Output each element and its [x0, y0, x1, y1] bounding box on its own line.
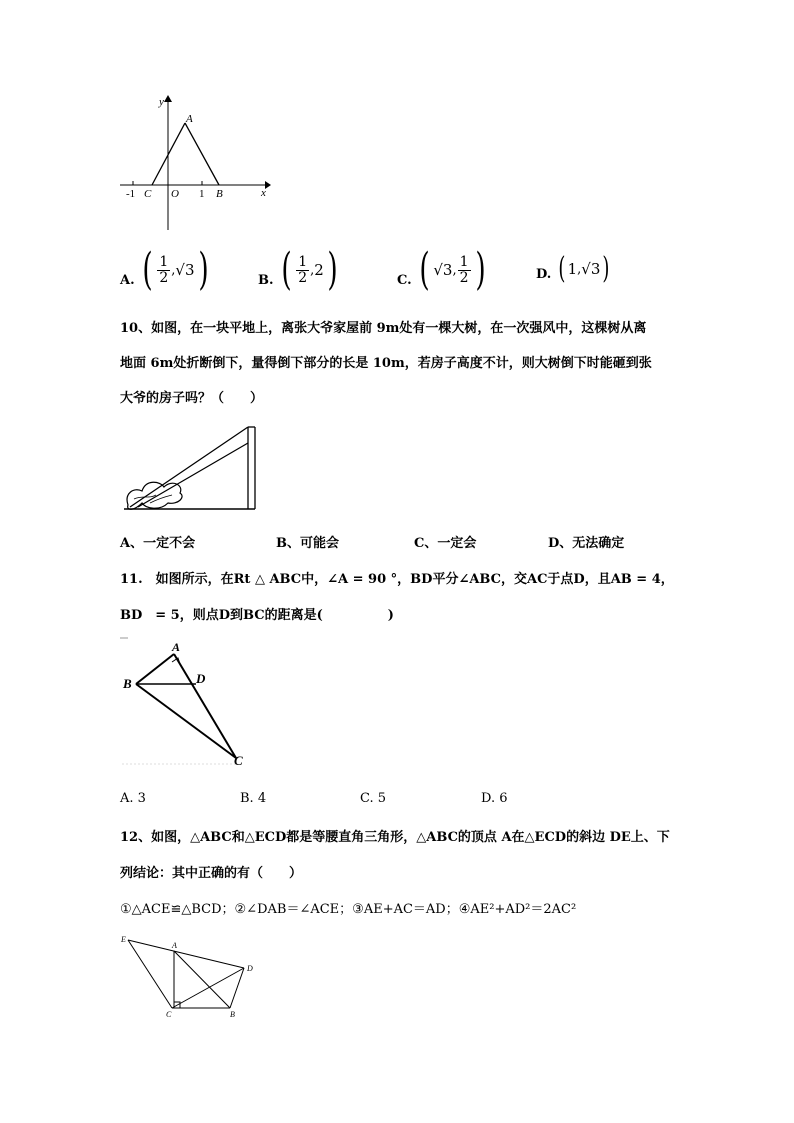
point-b-label: B	[216, 188, 223, 200]
tick-neg1-label: -1	[126, 188, 136, 200]
coordinate-value: ( 1 , √3 )	[558, 251, 610, 286]
q10-option-d[interactable]: D、无法确定	[548, 536, 625, 551]
coordinate-value: ( √3 , $\frac{1}{2}$ )	[419, 244, 486, 295]
q9-option-b[interactable]	[258, 244, 341, 295]
q10-tree-figure	[120, 423, 260, 515]
q11-option-c[interactable]: C. 5	[360, 791, 387, 806]
sqrt-value: √3	[175, 261, 195, 279]
q11-option-d[interactable]: D. 6	[481, 791, 508, 806]
q11-line-1: 11. 如图所示，在Rt △ ABC中，∠A = 90 °，BD平分∠ABC，交AC于点D，且AB = 4，	[120, 572, 674, 587]
point-d-label: D	[196, 671, 206, 686]
option-letter: B.	[258, 273, 274, 288]
point-c-label: C	[234, 753, 243, 768]
point-e-label: E	[121, 935, 126, 944]
fraction: $\frac{1}{2}$	[459, 253, 469, 286]
y-axis-label: y	[159, 96, 164, 108]
q11-line-2: BD = 5，则点D到BC的距离是( )	[120, 608, 394, 623]
point-d-label: D	[247, 964, 253, 973]
fraction: $\frac{1}{2}$	[298, 253, 308, 286]
option-letter: A.	[120, 273, 135, 288]
q9-option-a[interactable]	[120, 244, 212, 295]
q11-option-b[interactable]: B. 4	[240, 791, 267, 806]
sqrt-value: √3	[581, 260, 601, 278]
q10-line-3: 大爷的房子吗？（ ）	[120, 391, 264, 406]
coordinate-value: ( $\frac{1}{2}$ , √3 )	[142, 244, 209, 295]
q11-triangle-figure	[118, 636, 258, 770]
option-letter: D.	[536, 267, 552, 282]
q10-option-b[interactable]: B、可能会	[276, 536, 339, 551]
q10-line-2: 地面 6m处折断倒下，量得倒下部分的长是 10m，若房子高度不计，则大树倒下时能砸到张	[120, 356, 652, 371]
point-b-label: B	[230, 1010, 235, 1019]
q10-option-c[interactable]: C、一定会	[414, 536, 477, 551]
origin-label: O	[171, 188, 179, 200]
fraction: $\frac{1}{2}$	[159, 253, 169, 286]
q12-triangles-figure	[120, 932, 260, 1022]
sqrt-value: √3	[433, 261, 453, 279]
point-a-label: A	[172, 941, 177, 950]
q12-line-1: 12、如图，△ABC和△ECD都是等腰直角三角形，△ABC的顶点 A在△ECD的斜边 DE上、下	[120, 830, 670, 845]
point-c-label: C	[144, 188, 152, 200]
q10-option-a[interactable]: A、一定不会	[120, 536, 196, 551]
coordinate-value: ( $\frac{1}{2}$ , 2 )	[281, 244, 338, 295]
point-b-label: B	[123, 676, 132, 691]
option-letter: C.	[397, 273, 412, 288]
q12-line-3: ①△ACE≌△BCD；②∠DAB＝∠ACE；③AE+AC＝AD；④AE²+AD²＝2AC²	[120, 902, 577, 917]
q9-coordinate-figure	[115, 92, 275, 232]
point-a-label: A	[172, 640, 181, 654]
q10-line-1: 10、如图，在一块平地上，离张大爷家屋前 9m处有一棵大树，在一次强风中，这棵树从离	[120, 321, 647, 336]
x-axis-label: x	[261, 187, 266, 199]
q12-line-2: 列结论：其中正确的有（ ）	[120, 866, 303, 881]
q9-option-d[interactable]	[536, 251, 612, 286]
tick-1-label: 1	[199, 188, 205, 200]
point-c-label: C	[166, 1010, 172, 1019]
q9-option-c[interactable]	[397, 244, 489, 295]
point-a-label: A	[186, 113, 193, 125]
q11-option-a[interactable]: A. 3	[120, 791, 146, 806]
